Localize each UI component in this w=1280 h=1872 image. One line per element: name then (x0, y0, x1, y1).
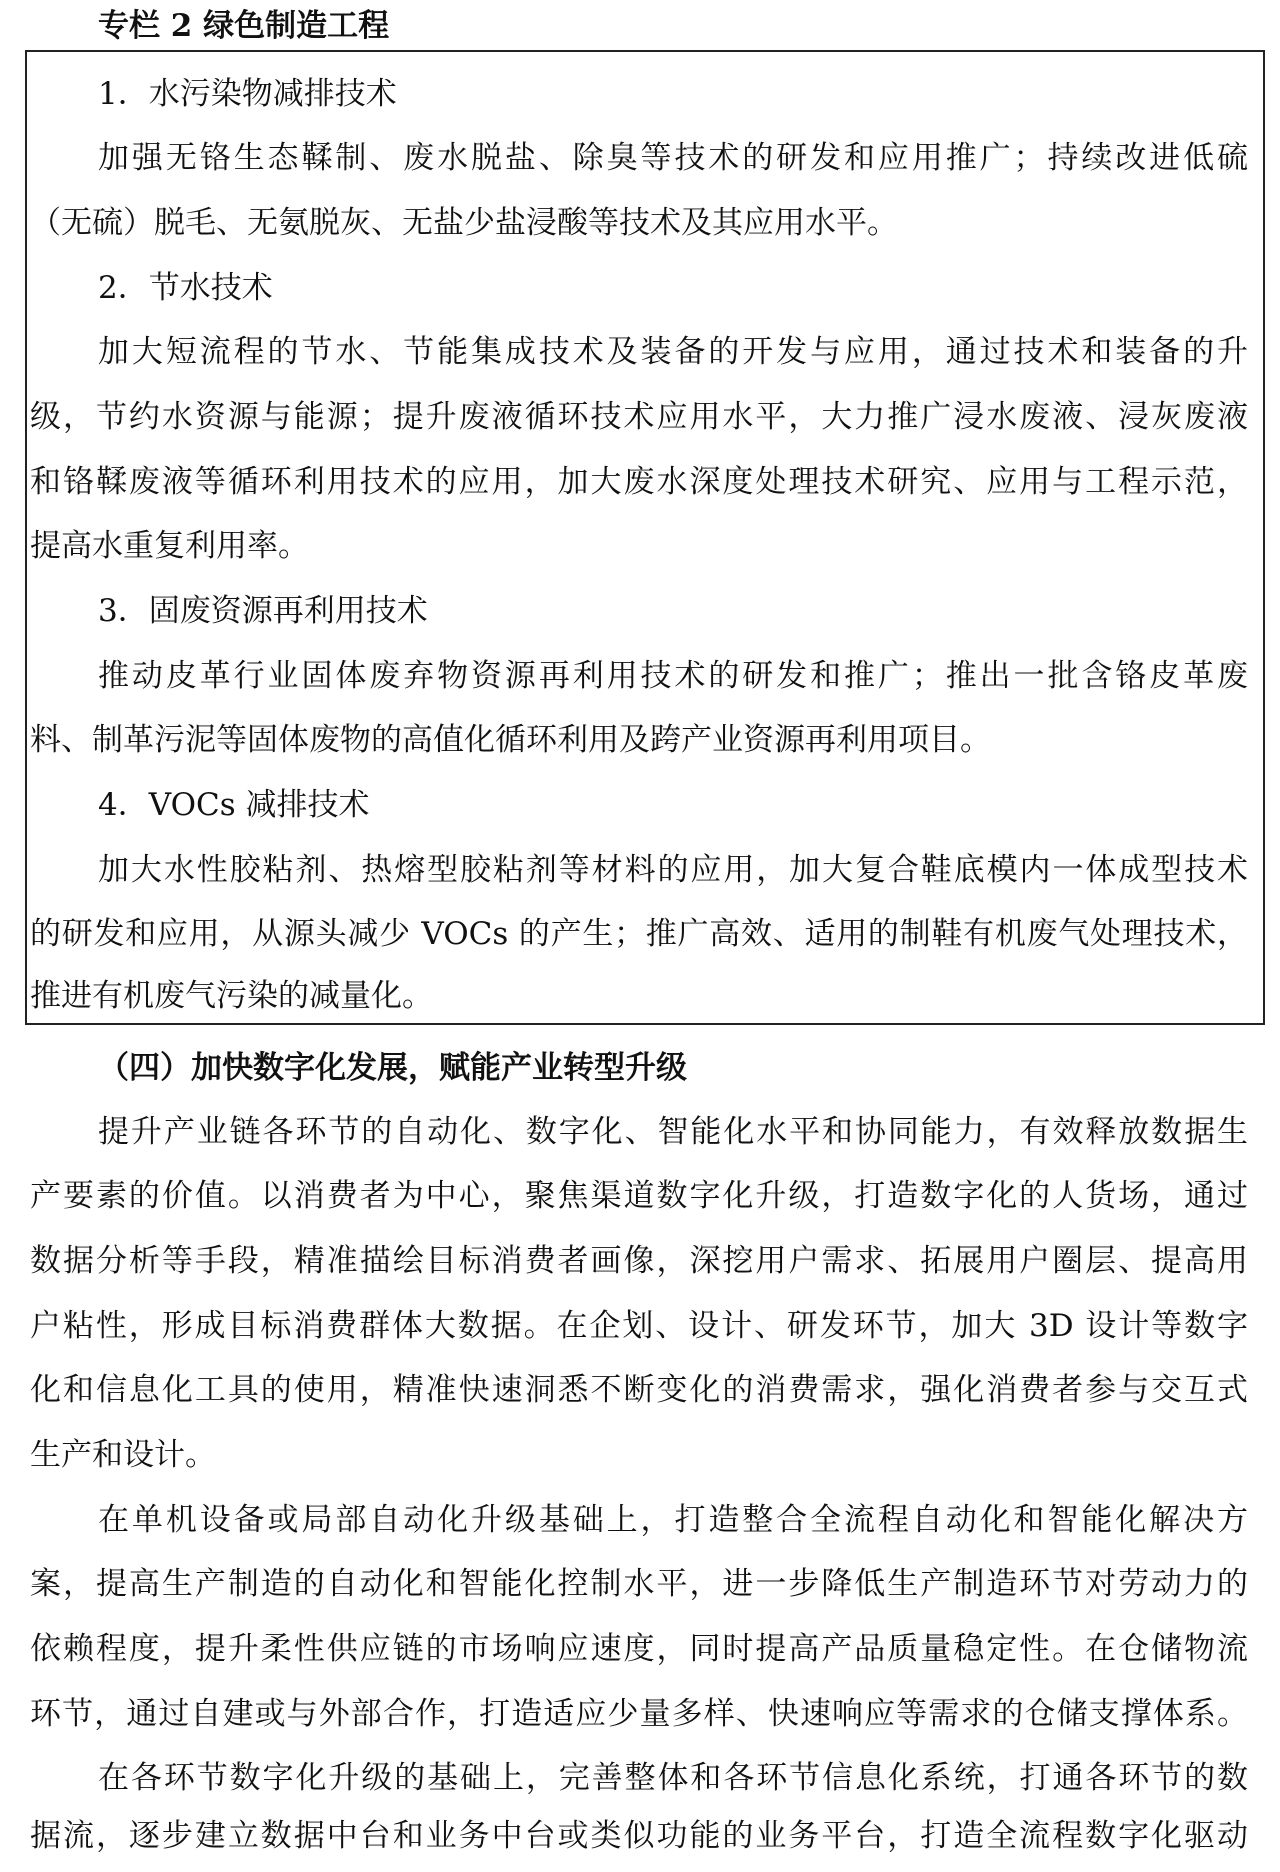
paragraph-line: 推动皮革行业固体废弃物资源再利用技术的研发和推广；推出一批含铬皮革废 (98, 658, 1248, 694)
paragraph-line: 环节，通过自建或与外部合作，打造适应少量多样、快速响应等需求的仓储支撑体系。 (30, 1696, 1248, 1732)
subheading-3: 3．固废资源再利用技术 (98, 593, 428, 629)
paragraph-line: 级，节约水资源与能源；提升废液循环技术应用水平，大力推广浸水废液、浸灰废液 (30, 399, 1248, 435)
paragraph-line: 加强无铬生态鞣制、废水脱盐、除臭等技术的研发和应用推广；持续改进低硫 (98, 140, 1248, 176)
paragraph-line: 推进有机废气污染的减量化。 (30, 978, 433, 1014)
paragraph-line: （无硫）脱毛、无氨脱灰、无盐少盐浸酸等技术及其应用水平。 (30, 205, 898, 241)
paragraph-line: 户粘性，形成目标消费群体大数据。在企划、设计、研发环节，加大 3D 设计等数字 (30, 1308, 1248, 1344)
paragraph-line: 产要素的价值。以消费者为中心，聚焦渠道数字化升级，打造数字化的人货场，通过 (30, 1178, 1248, 1214)
paragraph-line: 料、制革污泥等固体废物的高值化循环利用及跨产业资源再利用项目。 (30, 722, 991, 758)
paragraph-line: 据流，逐步建立数据中台和业务中台或类似功能的业务平台，打造全流程数字化驱动 (30, 1818, 1248, 1854)
paragraph-line: 在单机设备或局部自动化升级基础上，打造整合全流程自动化和智能化解决方 (98, 1502, 1248, 1538)
subheading-2: 2．节水技术 (98, 270, 273, 306)
paragraph-line: 化和信息化工具的使用，精准快速洞悉不断变化的消费需求，强化消费者参与交互式 (30, 1372, 1248, 1408)
paragraph-line: 生产和设计。 (30, 1437, 216, 1473)
section-heading: （四）加快数字化发展，赋能产业转型升级 (98, 1050, 687, 1086)
paragraph-line: 加大水性胶粘剂、热熔型胶粘剂等材料的应用，加大复合鞋底模内一体成型技术 (98, 852, 1248, 888)
box-title: 专栏 2 绿色制造工程 (98, 8, 390, 44)
paragraph-line: 提高水重复利用率。 (30, 528, 309, 564)
paragraph-line: 案，提高生产制造的自动化和智能化控制水平，进一步降低生产制造环节对劳动力的 (30, 1566, 1248, 1602)
paragraph-line: 提升产业链各环节的自动化、数字化、智能化水平和协同能力，有效释放数据生 (98, 1114, 1248, 1150)
subheading-1: 1．水污染物减排技术 (98, 76, 397, 112)
paragraph-line: 和铬鞣废液等循环利用技术的应用，加大废水深度处理技术研究、应用与工程示范， (30, 464, 1248, 500)
paragraph-line: 在各环节数字化升级的基础上，完善整体和各环节信息化系统，打通各环节的数 (98, 1760, 1248, 1796)
paragraph-line: 依赖程度，提升柔性供应链的市场响应速度，同时提高产品质量稳定性。在仓储物流 (30, 1631, 1248, 1667)
subheading-4: 4．VOCs 减排技术 (98, 787, 370, 823)
paragraph-line: 加大短流程的节水、节能集成技术及装备的开发与应用，通过技术和装备的升 (98, 334, 1248, 370)
paragraph-line: 数据分析等手段，精准描绘目标消费者画像，深挖用户需求、拓展用户圈层、提高用 (30, 1243, 1248, 1279)
paragraph-line: 的研发和应用，从源头减少 VOCs 的产生；推广高效、适用的制鞋有机废气处理技术， (30, 916, 1248, 952)
